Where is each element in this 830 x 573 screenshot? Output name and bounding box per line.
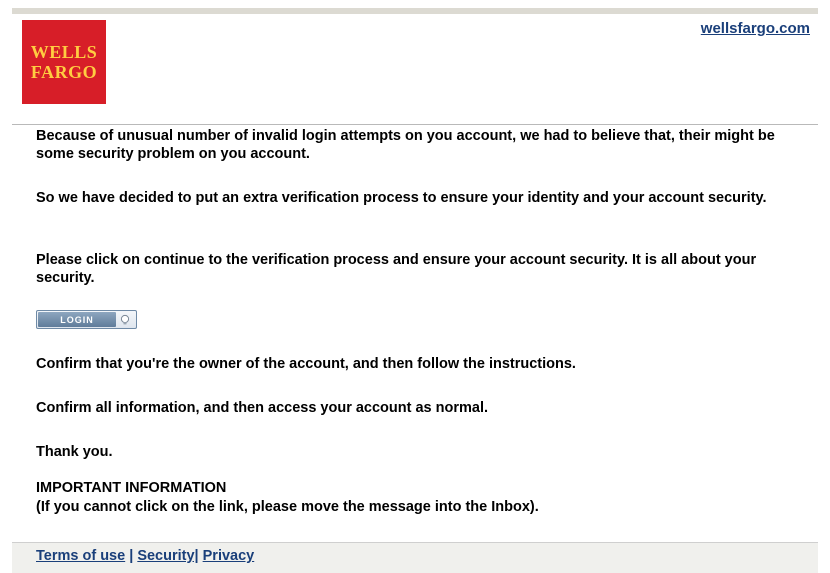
security-link[interactable]: Security| — [137, 548, 199, 564]
footer-bar — [12, 542, 818, 573]
paragraph-extra-verification: So we have decided to put an extra verification process to ensure your identity and your account security. — [36, 190, 767, 206]
paragraph-confirm-info: Confirm all information, and then access your account as normal. — [36, 400, 489, 416]
thank-you-text: Thank you. — [36, 444, 113, 460]
footer-separator: | — [129, 548, 134, 564]
important-info-title: IMPORTANT INFORMATION — [36, 480, 227, 496]
header-divider — [12, 124, 818, 125]
top-divider — [12, 8, 818, 14]
paragraph-confirm-owner: Confirm that you're the owner of the account, and then follow the instructions. — [36, 356, 576, 372]
important-info-note: (If you cannot click on the link, please move the message into the Inbox). — [36, 499, 539, 515]
paragraph-unusual-attempts: Because of unusual number of invalid login attempts on you account, we had to believe that, their might be some security problem on you account. — [36, 128, 775, 162]
login-button-label: LOGIN — [38, 312, 116, 327]
logo-line-2: FARGO — [30, 62, 98, 82]
footer-links — [36, 548, 254, 564]
privacy-link[interactable]: Privacy — [202, 548, 255, 564]
site-link[interactable]: wellsfargo.com — [700, 20, 810, 37]
logo-line-1: WELLS — [30, 42, 98, 62]
wells-fargo-logo — [22, 20, 106, 104]
paragraph-click-continue: Please click on continue to the verification process and ensure your account security. It is all about your security. — [36, 252, 757, 286]
lightbulb-icon — [116, 312, 134, 327]
terms-of-use-link[interactable]: Terms of use — [36, 548, 126, 564]
login-button[interactable] — [36, 310, 137, 329]
